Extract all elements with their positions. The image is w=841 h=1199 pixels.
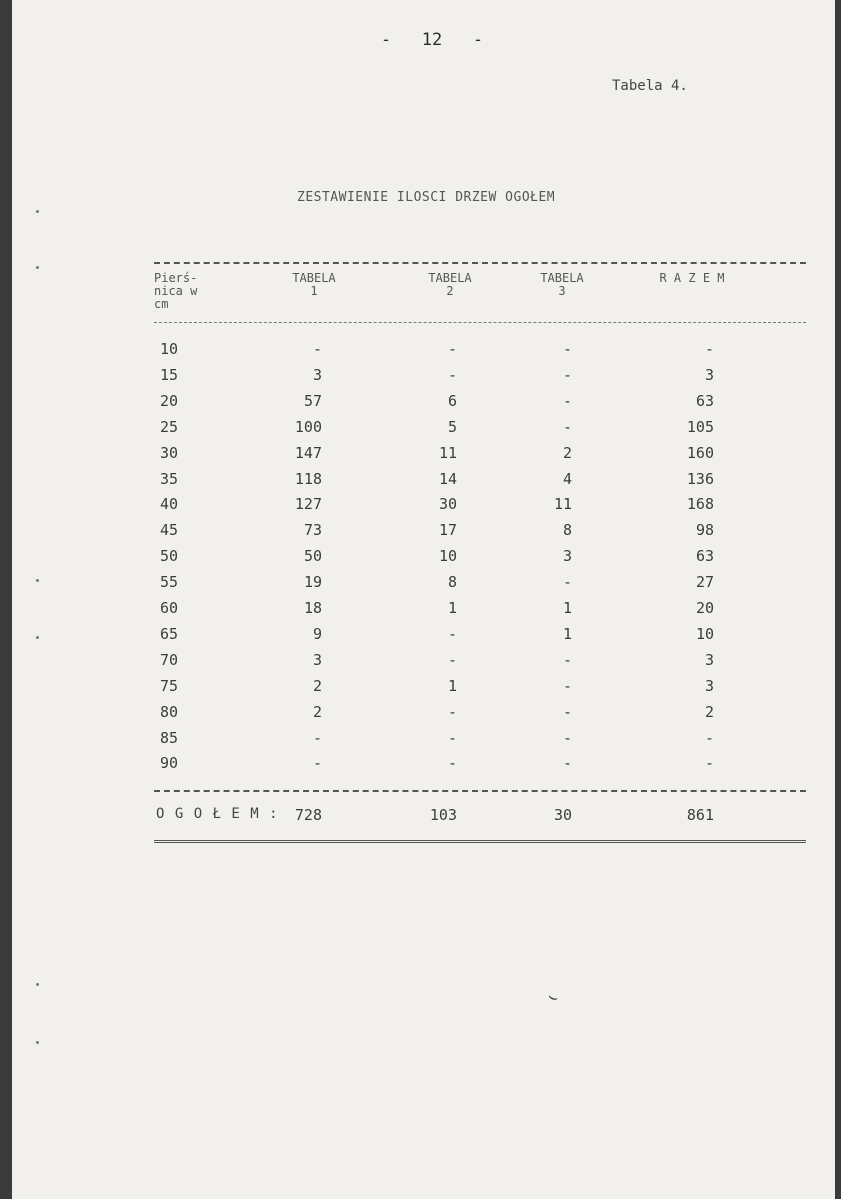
cell-tabela-2: - [447,624,457,643]
cell-razem: 2 [704,702,714,721]
header-line: Pierś- [154,271,198,285]
cell-diameter: 30 [160,443,179,462]
cell-tabela-1: 73 [303,521,322,540]
cell-tabela-1: 3 [312,365,322,384]
header-bottom-rule [154,322,806,323]
stray-mark: ⌣ [545,985,562,1008]
cell-tabela-1: 18 [303,599,322,617]
cell-tabela-1: 147 [294,443,322,462]
header-line: TABELA [292,271,336,285]
table-row [12,444,835,470]
cell-tabela-3: - [562,417,572,436]
table-row [12,392,835,418]
cell-tabela-3: 2 [562,443,572,462]
total-label: O G O Ł E M : [156,806,279,822]
cell-tabela-2: 1 [447,676,457,695]
cell-tabela-2: - [447,340,457,358]
cell-tabela-3: - [562,650,572,669]
table-row [12,651,835,677]
cell-tabela-1: 50 [303,547,322,566]
cell-razem: 3 [704,650,714,669]
page-number: - 12 - [380,30,484,50]
cell-razem: 3 [704,676,714,695]
header-line: cm [154,297,169,311]
header-line: TABELA [540,271,584,285]
cell-tabela-2: - [447,702,457,721]
cell-tabela-3: - [562,728,572,747]
total-tabela-1: 728 [294,806,322,824]
cell-diameter: 85 [160,728,179,747]
cell-diameter: 75 [160,676,179,695]
cell-razem: 10 [695,624,714,643]
margin-dot [36,983,39,986]
total-razem: 861 [686,806,714,824]
cell-tabela-3: - [562,702,572,721]
table-row [12,470,835,496]
table-row [12,599,835,625]
document-page [12,0,835,1199]
cell-tabela-2: 1 [447,599,457,617]
cell-diameter: 35 [160,469,179,488]
cell-tabela-3: 4 [562,469,572,488]
cell-diameter: 10 [160,340,179,358]
cell-tabela-1: 118 [294,469,322,488]
cell-tabela-1: 57 [303,391,322,410]
cell-razem: 27 [695,573,714,592]
header-line: 3 [558,284,566,298]
cell-tabela-3: 8 [562,521,572,540]
cell-diameter: 55 [160,573,179,592]
cell-tabela-2: 14 [438,469,457,488]
cell-tabela-2: 11 [438,443,457,462]
table-row [12,418,835,444]
cell-tabela-3: - [562,340,572,358]
cell-tabela-2: 10 [438,547,457,566]
cell-razem: 63 [695,547,714,566]
cell-razem: 20 [695,599,714,617]
cell-tabela-2: - [447,365,457,384]
cell-tabela-2: - [447,754,457,773]
table-row [12,677,835,703]
cell-razem: 136 [686,469,714,488]
total-tabela-2: 103 [429,806,457,824]
cell-tabela-1: - [312,754,322,773]
cell-razem: - [704,754,714,773]
cell-diameter: 80 [160,702,179,721]
margin-dot [36,636,39,639]
cell-tabela-2: 30 [438,495,457,514]
total-row [12,806,835,832]
header-tabela-2 [410,272,490,298]
margin-dot [36,210,39,213]
cell-razem: 98 [695,521,714,540]
cell-tabela-1: 2 [312,676,322,695]
table-row [12,495,835,521]
table-row [12,729,835,755]
cell-diameter: 50 [160,547,179,566]
cell-diameter: 15 [160,365,179,384]
cell-razem: 63 [695,391,714,410]
cell-razem: - [704,728,714,747]
cell-tabela-3: - [562,573,572,592]
cell-tabela-1: 9 [312,624,322,643]
cell-tabela-2: 17 [438,521,457,540]
cell-diameter: 25 [160,417,179,436]
header-line: 1 [310,284,318,298]
cell-tabela-2: - [447,650,457,669]
header-line: nica w [154,284,198,298]
header-razem [637,272,747,285]
cell-tabela-2: 6 [447,391,457,410]
cell-razem: 105 [686,417,714,436]
table-row [12,625,835,651]
table-bottom-rule [154,790,806,792]
cell-diameter: 60 [160,599,179,617]
table-row [12,573,835,599]
cell-razem: 160 [686,443,714,462]
table-row [12,366,835,392]
header-diameter [154,272,197,311]
cell-razem: - [704,340,714,358]
header-tabela-3 [522,272,602,298]
table-top-rule [154,262,806,264]
cell-tabela-1: 3 [312,650,322,669]
total-tabela-3: 30 [553,806,572,824]
cell-tabela-3: 3 [562,547,572,566]
margin-dot [36,579,39,582]
cell-tabela-1: 127 [294,495,322,514]
cell-diameter: 20 [160,391,179,410]
cell-tabela-3: - [562,365,572,384]
cell-tabela-3: 1 [562,624,572,643]
cell-diameter: 90 [160,754,179,773]
cell-tabela-3: 11 [553,495,572,514]
header-line: 2 [446,284,454,298]
total-double-rule [154,840,806,845]
cell-tabela-1: - [312,728,322,747]
cell-tabela-1: 100 [294,417,322,436]
cell-razem: 3 [704,365,714,384]
header-tabela-1 [274,272,354,298]
cell-tabela-3: - [562,676,572,695]
cell-tabela-1: - [312,340,322,358]
cell-tabela-2: - [447,728,457,747]
cell-diameter: 70 [160,650,179,669]
cell-tabela-2: 8 [447,573,457,592]
cell-tabela-3: - [562,391,572,410]
table-row [12,340,835,366]
table-row [12,754,835,780]
cell-tabela-3: 1 [562,599,572,617]
table-row [12,547,835,573]
cell-tabela-3: - [562,754,572,773]
table-row [12,703,835,729]
header-line: TABELA [428,271,472,285]
cell-razem: 168 [686,495,714,514]
margin-dot [36,266,39,269]
header-line: R A Z E M [659,271,725,285]
cell-tabela-1: 2 [312,702,322,721]
table-row [12,521,835,547]
margin-dot [36,1041,39,1044]
cell-diameter: 65 [160,624,179,643]
cell-diameter: 45 [160,521,179,540]
cell-tabela-1: 19 [303,573,322,592]
table-reference: Tabela 4. [612,78,688,94]
document-title: ZESTAWIENIE ILOSCI DRZEW OGOŁEM [297,190,556,205]
cell-tabela-2: 5 [447,417,457,436]
cell-diameter: 40 [160,495,179,514]
